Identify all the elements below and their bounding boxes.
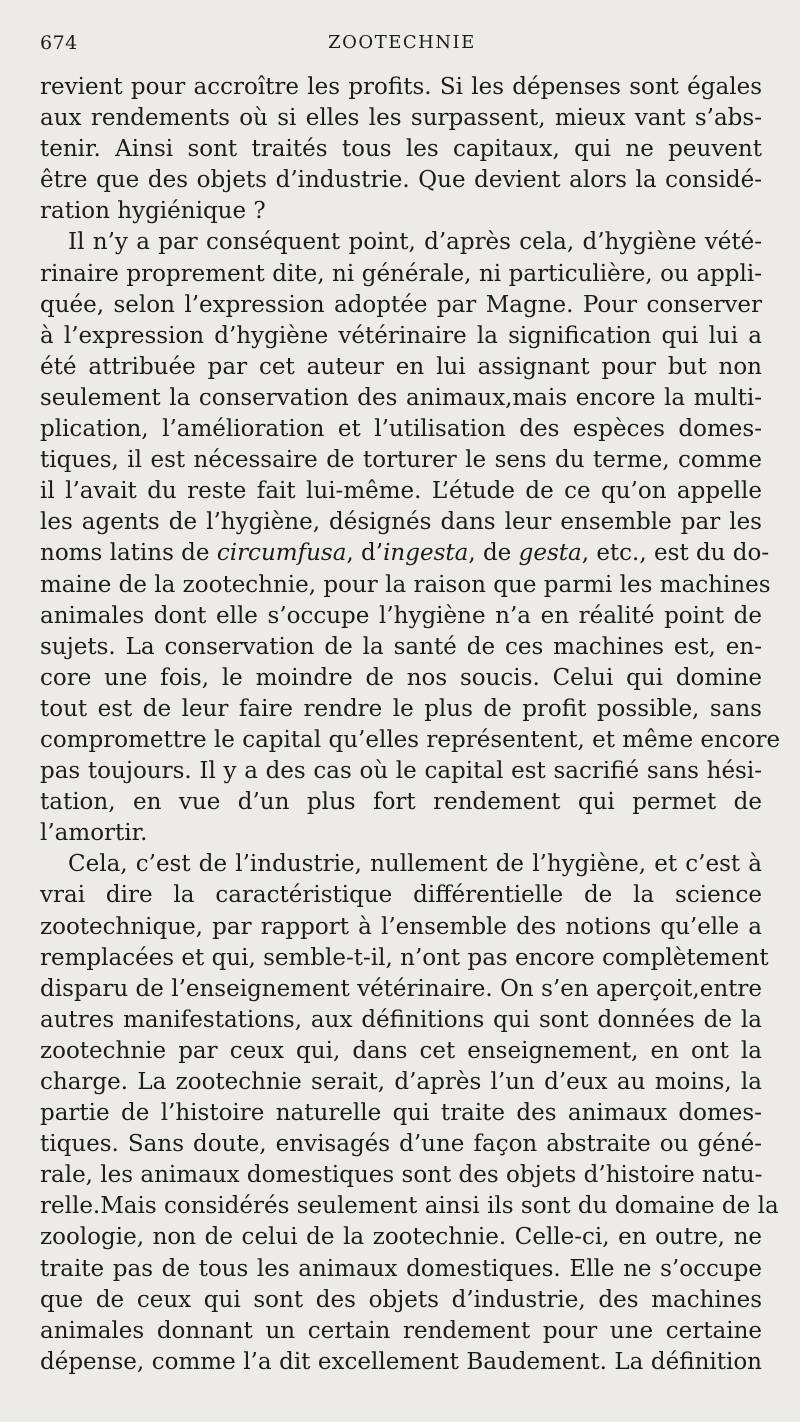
text-line: traite pas de tous les animaux domestiques. Elle ne s’occupe <box>40 1255 762 1282</box>
text-line: sujets. La conservation de la santé de ces machines est, en- <box>40 633 762 660</box>
text-line: être que des objets d’industrie. Que devient alors la considé- <box>40 167 762 194</box>
text-line-with-italics <box>40 538 770 569</box>
text-line: tiques. Sans doute, envisagés d’une façon abstraite ou géné- <box>40 1131 762 1158</box>
text-line: tenir. Ainsi sont traités tous les capitaux, qui ne peuvent <box>40 136 762 163</box>
text-line: animales donnant un certain rendement pour une certaine <box>40 1317 762 1344</box>
text-line: tiques, il est nécessaire de torturer le sens du terme, comme <box>40 447 762 474</box>
text-run: , de <box>468 540 519 567</box>
text-line: que de ceux qui sont des objets d’industrie, des machines <box>40 1286 762 1313</box>
text-line: les agents de l’hygiène, désignés dans leur ensemble par les <box>40 509 762 536</box>
text-line: compromettre le capital qu’elles représentent, et même encore <box>40 726 781 753</box>
italic-term: circumfusa <box>216 540 347 567</box>
paragraph <box>40 227 781 849</box>
text-line: rale, les animaux domestiques sont des objets d’histoire natu- <box>40 1162 763 1189</box>
text-line: revient pour accroître les profits. Si les dépenses sont égales <box>40 74 762 100</box>
text-line: ration hygiénique ? <box>40 198 266 225</box>
text-line: il l’avait du reste fait lui-même. L’étude de ce qu’on appelle <box>40 478 762 505</box>
text-line: plication, l’amélioration et l’utilisation des espèces domes- <box>40 416 762 443</box>
paragraph <box>40 72 762 227</box>
text-line: relle.Mais considérés seulement ainsi ils sont du domaine de la <box>40 1193 779 1220</box>
text-line: pas toujours. Il y a des cas où le capital est sacrifié sans hési- <box>40 758 762 785</box>
italic-term: gesta <box>518 540 582 567</box>
text-line: quée, selon l’expression adoptée par Magne. Pour conserver <box>40 291 762 318</box>
text-line: aux rendements où si elles les surpassent, mieux vant s’abs- <box>40 105 762 132</box>
paragraph <box>40 849 779 1378</box>
text-line: vrai dire la caractéristique différentielle de la science <box>40 882 762 909</box>
text-line: rinaire proprement dite, ni générale, ni particulière, ou appli- <box>40 260 762 287</box>
text-line: Il n’y a par conséquent point, d’après cela, d’hygiène vété- <box>68 229 762 256</box>
text-line: disparu de l’enseignement vétérinaire. On s’en aperçoit,entre <box>40 975 762 1002</box>
text-run: , d’ <box>346 540 384 567</box>
page-number: 674 <box>40 32 78 54</box>
text-line: Cela, c’est de l’industrie, nullement de l’hygiène, et c’est à <box>68 851 762 878</box>
text-line: remplacées et qui, semble-t-il, n’ont pas encore complètement <box>40 944 769 971</box>
text-run: noms latins de <box>40 540 217 567</box>
italic-term: ingesta <box>383 540 469 567</box>
text-line: zootechnie par ceux qui, dans cet enseignement, en ont la <box>40 1037 762 1064</box>
text-line: seulement la conservation des animaux,mais encore la multi- <box>40 384 762 411</box>
text-line: maine de la zootechnie, pour la raison que parmi les machines <box>40 571 771 598</box>
text-line: autres manifestations, aux définitions qui sont données de la <box>40 1006 762 1033</box>
body-text <box>40 72 781 1378</box>
text-line: dépense, comme l’a dit excellement Baudement. La définition <box>40 1348 762 1375</box>
text-line: partie de l’histoire naturelle qui traite des animaux domes- <box>40 1100 762 1127</box>
text-line: charge. La zootechnie serait, d’après l’un d’eux au moins, la <box>40 1069 762 1095</box>
running-head <box>40 32 764 60</box>
running-title: ZOOTECHNIE <box>328 32 476 53</box>
text-line: animales dont elle s’occupe l’hygiène n’a en réalité point de <box>40 602 762 629</box>
text-line: core une fois, le moindre de nos soucis. Celui qui domine <box>40 664 762 691</box>
text-line: tout est de leur faire rendre le plus de profit possible, sans <box>40 695 762 722</box>
text-line: tation, en vue d’un plus fort rendement qui permet de <box>40 789 762 816</box>
text-line: été attribuée par cet auteur en lui assignant pour but non <box>40 353 762 380</box>
text-line: zootechnique, par rapport à l’ensemble des notions qu’elle a <box>40 913 762 940</box>
text-run: , etc., est du do- <box>581 540 770 567</box>
text-line: l’amortir. <box>40 820 148 847</box>
text-line: zoologie, non de celui de la zootechnie. Celle-ci, en outre, ne <box>40 1224 762 1251</box>
text-line: à l’expression d’hygiène vétérinaire la signification qui lui a <box>40 322 762 349</box>
